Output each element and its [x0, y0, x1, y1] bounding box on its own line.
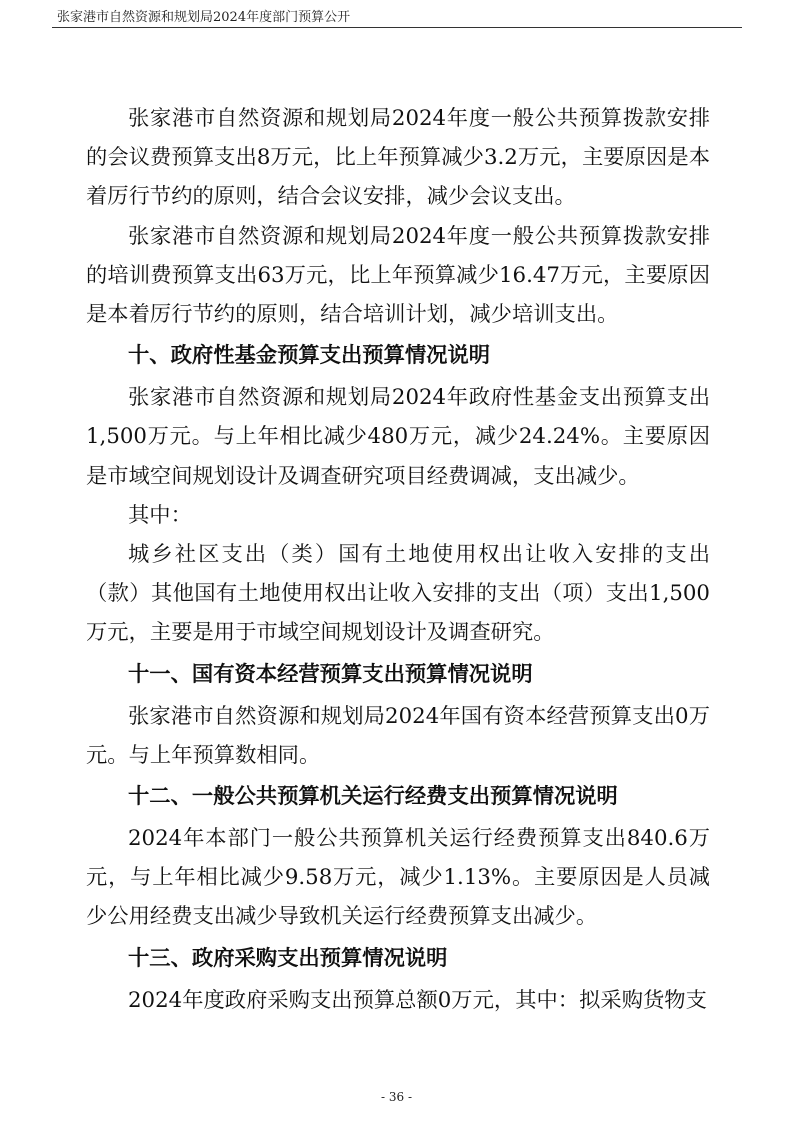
section-heading-13: 十三、政府采购支出预算情况说明 [128, 945, 448, 971]
paragraph-training-expense: 张家港市自然资源和规划局2024年度一般公共预算拨款安排的培训费预算支出63万元，比上年预算减少16.47万元，主要原因是本着厉行节约的原则，结合培训计划，减少培训支出。 [86, 223, 710, 328]
section-heading-11: 十一、国有资本经营预算支出预算情况说明 [128, 661, 533, 687]
paragraph-fund-budget: 张家港市自然资源和规划局2024年政府性基金支出预算支出1,500万元。与上年相比减少480万元，减少24.24%。主要原因是市域空间规划设计及调查研究项目经费调减，支出减少。 [86, 385, 710, 489]
paragraph-urban-rural-expense: 城乡社区支出（类）国有土地使用权出让收入安排的支出（款）其他国有土地使用权出让收入安排的支出（项）支出1,500万元，主要是用于市域空间规划设计及调查研究。 [86, 542, 710, 646]
paragraph-procurement: 2024年度政府采购支出预算总额0万元，其中：拟采购货物支 [128, 987, 707, 1013]
paragraph-meeting-expense: 张家港市自然资源和规划局2024年度一般公共预算拨款安排的会议费预算支出8万元，比上年预算减少3.2万元，主要原因是本着厉行节约的原则，结合会议安排，减少会议支出。 [86, 106, 710, 210]
section-heading-10: 十、政府性基金预算支出预算情况说明 [128, 343, 491, 369]
document-body [86, 99, 710, 1020]
section-heading-12: 十二、一般公共预算机关运行经费支出预算情况说明 [128, 784, 618, 810]
page-header-title: 张家港市自然资源和规划局2024年度部门预算公开 [57, 10, 351, 25]
header-divider [52, 27, 742, 28]
paragraph-state-capital: 张家港市自然资源和规划局2024年国有资本经营预算支出0万元。与上年预算数相同。 [86, 703, 710, 768]
paragraph-operating-expense: 2024年本部门一般公共预算机关运行经费预算支出840.6万元，与上年相比减少9.58万元，减少1.13%。主要原因是人员减少公用经费支出减少导致机关运行经费预算支出减少。 [86, 826, 710, 930]
page-number: - 36 - [380, 1090, 412, 1104]
paragraph-among-which: 其中： [128, 502, 192, 528]
